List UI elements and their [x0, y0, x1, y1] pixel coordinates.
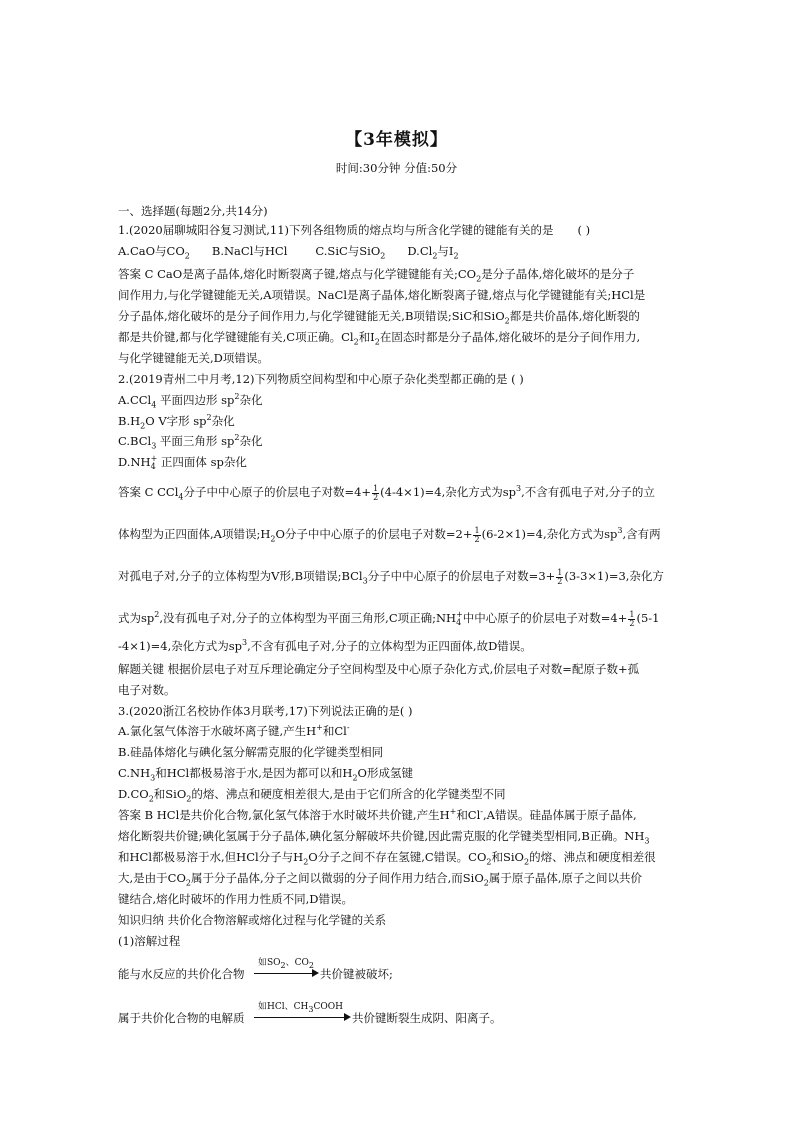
fraction-half: $\frac{1}{2}$ [557, 567, 563, 586]
process-row-2-condition: 如HCl、$CH_3COOH$ [258, 1002, 343, 1014]
q3-answer-line-2: 熔化断裂共价键;碘化氢属于分子晶体,碘化氢分解破坏共价键,因此需克服的化学键类型相同,B正确。$NH_3$ [118, 829, 650, 846]
q3-option-a: A.氯化氢气体溶于水破坏离子键,产生H+和Cl- [118, 723, 350, 738]
q2-answer-line-5: -4×1)=4,杂化方式为$sp^3$,不含有孤电子对,分子的立体构型为正四面体,故D错误。 [118, 638, 532, 653]
process-row-1-left: 能与水反应的共价化合物 [118, 967, 245, 981]
q2-answer-line-1: 答案 C CCl$_4$分子中中心原子的价层电子对数=4+ $\frac{1}{2}$ (4-4×1)=4,杂化方式为$sp^3$,不含有孤电子对,分子的立 [118, 483, 655, 502]
q3-option-b: B.硅晶体熔化与碘化氢分解需克服的化学键类型相同 [118, 745, 384, 759]
q3-answer-line-4: 大,是由于$CO_2$属于分子晶体,分子之间以微弱的分子间作用力结合,而SiO$_2$属于原子晶体,原子之间以共价 [118, 871, 643, 888]
fraction-half: $\frac{1}{2}$ [474, 525, 480, 544]
q1-answer-line-1: 答案 C CaO是离子晶体,熔化时断裂离子键,熔点与化学键键能有关$;CO_2$是分子晶体,熔化破坏的是分子 [118, 267, 635, 284]
process-row-2-left: 属于共价化合物的电解质 [118, 1011, 245, 1025]
q2-answer-line-4: 式为$sp^2$,没有孤电子对,分子的立体构型为平面三角形,C项正确;NH + 4 中中心原子的价层电子对数=4+ $\frac{1}{2}$ (5-1 [118, 609, 660, 628]
knowledge-summary: 知识归纳 共价化合物溶解或熔化过程与化学键的关系 [118, 913, 387, 927]
time-score-line: 时间:30分钟 分值:50分 [335, 161, 458, 175]
dissolution-process-heading: (1)溶解过程 [118, 934, 181, 948]
q2-option-b: $B.H_2O$ V字形 $sp^2$杂化 [118, 413, 235, 431]
q2-option-a: A.CCl$_4$ 平面四边形 $sp^2$杂化 [118, 392, 263, 410]
q2-option-c: C.BCl$_3$ 平面三角形 $sp^2$杂化 [118, 433, 263, 451]
fraction-half: $\frac{1}{2}$ [373, 483, 379, 502]
q2-option-d: D.NH + 4 正四面体 sp杂化 [118, 454, 247, 471]
q1-options: A.CaO与$CO_2$ B.NaCl与HCl C.SiC与SiO$_2$ $D.Cl_2$与$I_2$ [118, 244, 459, 261]
q3-answer-line-1: 答案 B HCl是共价化合物,氯化氢气体溶于水时破坏共价键,产生H+和Cl-,A错误。硅晶体属于原子晶体, [118, 807, 637, 822]
q2-answer-line-2: 体构型为正四面体,A项错误$;H_2O$分子中中心原子的价层电子对数=2+ $\frac{1}{2}$ (6-2×1)=4,杂化方式为$sp^3$,含有两 [118, 525, 661, 544]
q3-option-c: $C.NH_3$和HCl都极易溶于水,是因为都可以和$H_2O$形成氢键 [118, 766, 413, 783]
fraction-half: $\frac{1}{2}$ [629, 609, 635, 628]
process-row-2-arrow [254, 1017, 346, 1018]
q1-answer-line-4: 都是共价键,都与化学键键能有关,C项正确。$Cl_2$和$I_2$在固态时都是分子晶体,熔化破坏的是分子间作用力, [118, 330, 641, 347]
process-row-1-condition: 如$SO_2$、$CO_2$ [258, 958, 314, 970]
q1-stem: 1.(2020届聊城阳谷复习测试,11)下列各组物质的熔点均与所含化学键的键能有关的是 ( ) [118, 223, 591, 237]
section-heading: 一、选择题(每题2分,共14分) [118, 204, 268, 218]
q2-key-line-2: 电子对数。 [118, 683, 176, 697]
q2-answer-line-3: 对孤电子对,分子的立体构型为V形,B项错误;BCl$_3$分子中中心原子的价层电子对数=3+ $\frac{1}{2}$ (3-3×1)=3,杂化方 [118, 567, 664, 586]
q3-answer-line-5: 键结合,熔化时破坏的作用力性质不同,D错误。 [118, 892, 354, 906]
q1-answer-line-2: 间作用力,与化学键键能无关,A项错误。NaCl是离子晶体,熔化断裂离子键,熔点与化学键键能有关;HCl是 [118, 288, 646, 302]
q2-stem: 2.(2019青州二中月考,12)下列物质空间构型和中心原子杂化类型都正确的是 ( ) [118, 372, 524, 386]
arrow-right-icon [312, 969, 319, 977]
q3-option-d: $D.CO_2$和SiO$_2$的熔、沸点和硬度相差很大,是由于它们所含的化学键类型不同 [118, 787, 506, 804]
process-row-1-arrow [254, 973, 314, 974]
page-title: 【3年模拟】 [345, 130, 448, 150]
arrow-right-icon [344, 1013, 351, 1021]
q3-answer-line-3: 和HCl都极易溶于水,但HCl分子与$H_2O$分子之间不存在氢键,C错误。$CO_2$和SiO$_2$的熔、沸点和硬度相差很 [118, 850, 656, 867]
q1-answer-line-3: 分子晶体,熔化破坏的是分子间作用力,与化学键键能无关,B项错误;SiC和SiO$_2$都是共价晶体,熔化断裂的 [118, 309, 640, 326]
process-row-1-right: 共价键被破坏; [320, 967, 393, 981]
q1-answer-line-5: 与化学键键能无关,D项错误。 [118, 351, 269, 365]
process-row-2-right: 共价键断裂生成阴、阳离子。 [352, 1011, 502, 1025]
q2-key-line-1: 解题关键 根据价层电子对互斥理论确定分子空间构型及中心原子杂化方式,价层电子对数=配原子数+孤 [118, 662, 640, 676]
q3-stem: 3.(2020浙江名校协作体3月联考,17)下列说法正确的是( ) [118, 704, 413, 718]
